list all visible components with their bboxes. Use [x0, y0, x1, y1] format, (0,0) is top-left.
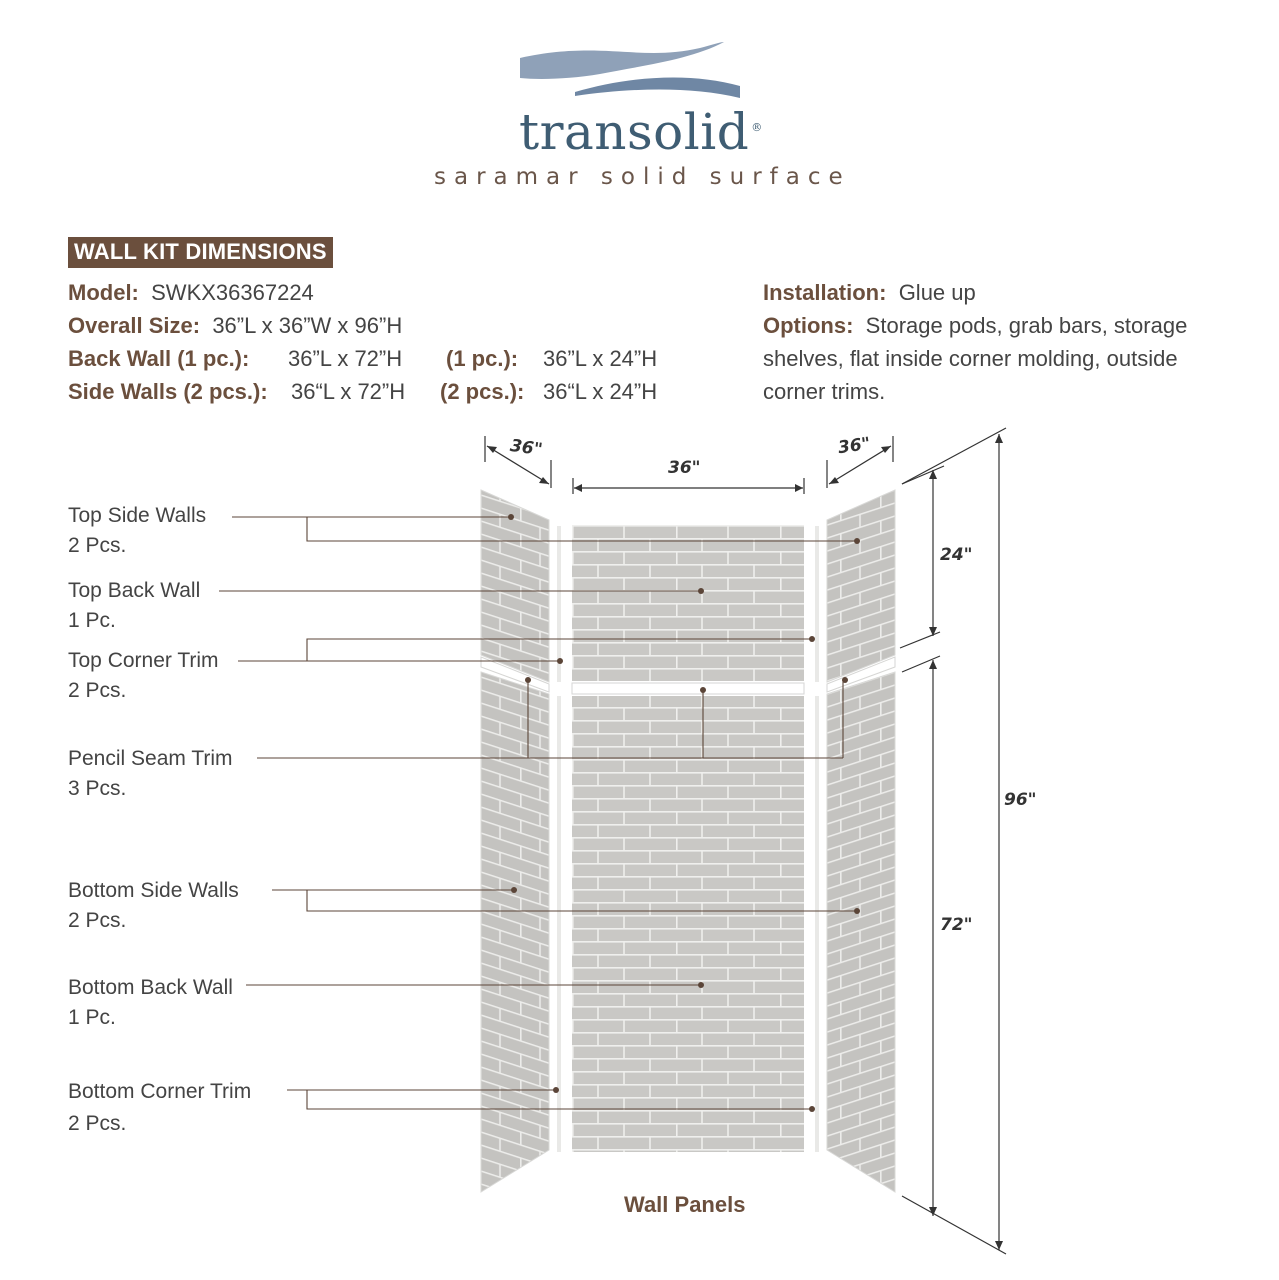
- spec-label: Model:: [68, 280, 139, 305]
- spec-side-walls: [68, 379, 268, 405]
- spec-label: Side Walls (2 pcs.):: [68, 379, 268, 404]
- spec-model: [68, 280, 314, 306]
- bottom-back-wall: [572, 696, 804, 1152]
- label-count: 2 Pcs.: [68, 679, 127, 702]
- spec-installation: [763, 280, 976, 306]
- label-count: 2 Pcs.: [68, 909, 127, 932]
- spec-label: Overall Size:: [68, 313, 201, 338]
- label-name: Top Back Wall: [68, 579, 201, 602]
- label-name: Pencil Seam Trim: [68, 747, 233, 770]
- top-side-wall-left: [481, 490, 549, 682]
- label-name: Bottom Side Walls: [68, 879, 239, 902]
- logo-swoosh-upper: [520, 42, 724, 79]
- pencil-seam-back: [572, 683, 804, 694]
- spec-value: Glue up: [898, 280, 976, 305]
- diagram-caption: Wall Panels: [624, 1192, 746, 1217]
- section-heading: WALL KIT DIMENSIONS: [68, 237, 333, 268]
- label-count: 2 Pcs.: [68, 1112, 127, 1135]
- label-count: 3 Pcs.: [68, 777, 127, 800]
- spec-label-secondary: [440, 379, 524, 405]
- spec-value-secondary: 36”L x 24”H: [543, 346, 658, 371]
- brand-name: transolid: [519, 103, 750, 161]
- spec-options-line3: corner trims.: [763, 379, 886, 404]
- spec-options: [763, 313, 1187, 339]
- spec-options-line2: shelves, flat inside corner molding, outside: [763, 346, 1178, 371]
- dim-total-height: 96": [1004, 790, 1037, 810]
- dim-left-width: 36": [508, 435, 544, 461]
- bottom-side-wall-left: [481, 672, 549, 1192]
- label-top-back-wall: [68, 576, 200, 636]
- label-top-corner-trim: [68, 646, 219, 706]
- spec-value-secondary: 36“L x 24”H: [543, 379, 658, 404]
- label-bottom-corner-trim: [68, 1076, 251, 1140]
- label-count: 1 Pc.: [68, 1006, 116, 1029]
- dim-back-width: 36": [668, 458, 701, 478]
- spec-label: (1 pc.):: [446, 346, 519, 371]
- spec-overall-size: [68, 313, 402, 339]
- spec-back-wall: [68, 346, 249, 372]
- top-back-wall: [572, 525, 804, 681]
- label-count: 2 Pcs.: [68, 534, 127, 557]
- label-bottom-back-wall: [68, 973, 233, 1033]
- label-name: Top Side Walls: [68, 504, 207, 527]
- spec-label: Options:: [763, 313, 854, 338]
- label-top-side-walls: [68, 501, 206, 561]
- label-pencil-seam-trim: [68, 744, 233, 804]
- spec-value: 36“L x 72”H: [291, 379, 406, 404]
- dim-top-height: 24": [940, 545, 973, 565]
- dim-bottom-height: 72": [940, 915, 973, 935]
- spec-label: (2 pcs.):: [440, 379, 525, 404]
- spec-label: Installation:: [763, 280, 887, 305]
- label-name: Bottom Corner Trim: [68, 1080, 252, 1103]
- spec-label: Back Wall (1 pc.):: [68, 346, 250, 371]
- brand-tagline: saramar solid surface: [434, 164, 851, 190]
- spec-value: SWKX36367224: [151, 280, 314, 305]
- spec-value: 36”L x 72”H: [288, 346, 403, 371]
- dim-right-width: 36": [836, 433, 872, 459]
- spec-value: Storage pods, grab bars, storage: [865, 313, 1188, 338]
- label-count: 1 Pc.: [68, 609, 116, 632]
- label-bottom-side-walls: [68, 876, 239, 936]
- bottom-side-wall-right: [827, 672, 895, 1192]
- brand-logo: [519, 103, 763, 161]
- label-name: Top Corner Trim: [68, 649, 219, 672]
- registered-mark: ®: [751, 121, 763, 135]
- spec-value: 36”L x 36”W x 96”H: [212, 313, 403, 338]
- top-side-wall-right: [827, 490, 895, 682]
- logo-swoosh-lower: [575, 77, 740, 98]
- label-name: Bottom Back Wall: [68, 976, 233, 999]
- spec-label-secondary: [446, 346, 518, 372]
